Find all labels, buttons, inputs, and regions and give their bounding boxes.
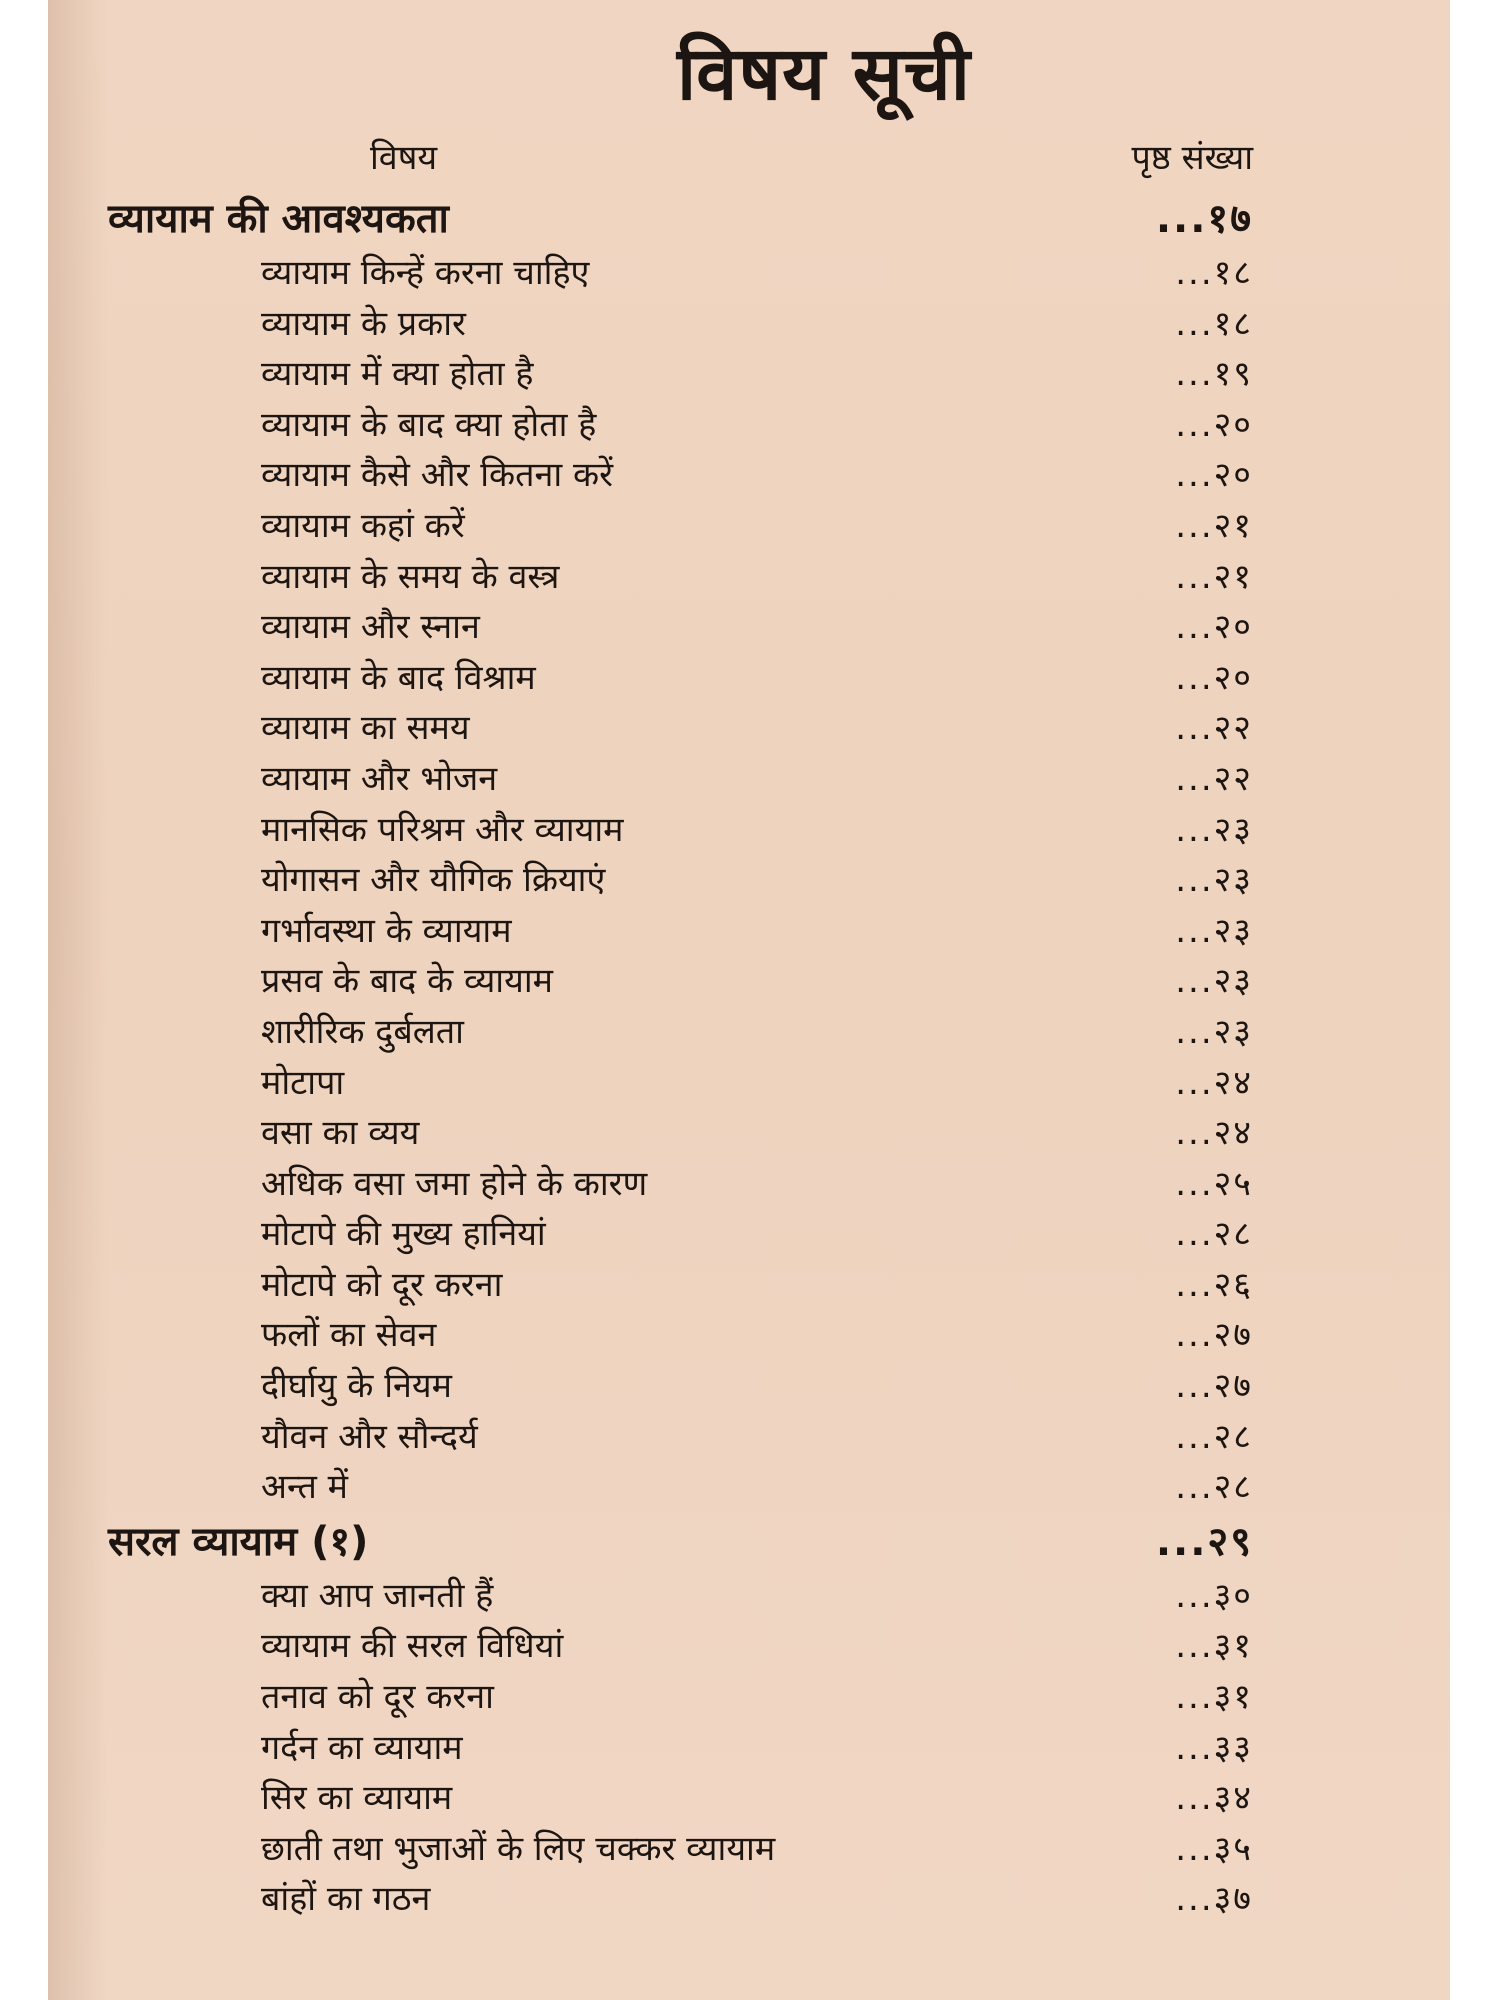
toc-entry-page: ...२०	[1175, 657, 1253, 698]
toc-entry	[48, 1874, 1450, 1925]
toc-entry-label: व्यायाम और भोजन	[261, 758, 498, 799]
toc-entry	[48, 1058, 1450, 1109]
toc-entry-label: योगासन और यौगिक क्रियाएं	[261, 860, 606, 901]
toc-entry-label: क्या आप जानती हैं	[261, 1575, 494, 1616]
toc-entry	[48, 1361, 1450, 1412]
toc-entry-label: व्यायाम का समय	[261, 708, 470, 749]
toc-entry-page: ...१८	[1175, 303, 1253, 344]
toc-entry-page: ...१९	[1175, 354, 1253, 395]
toc-entry-page: ...२१	[1175, 556, 1253, 597]
table-of-contents	[48, 190, 1450, 1925]
toc-entry-page: ...२८	[1175, 1467, 1253, 1508]
toc-entry-label: मोटापा	[261, 1062, 345, 1103]
toc-entry	[48, 1571, 1450, 1622]
toc-entry-label: मोटापे की मुख्य हानियां	[261, 1214, 546, 1255]
toc-entry	[48, 1672, 1450, 1723]
toc-entry-label: फलों का सेवन	[261, 1315, 437, 1356]
toc-entry-label: बांहों का गठन	[261, 1879, 431, 1920]
toc-entry	[48, 450, 1450, 501]
toc-entry	[48, 1773, 1450, 1824]
toc-entry-label: शारीरिक दुर्बलता	[261, 1011, 464, 1052]
toc-entry-label: अन्त में	[261, 1467, 348, 1508]
toc-entry	[48, 602, 1450, 653]
toc-entry	[48, 1824, 1450, 1875]
toc-entry	[48, 1462, 1450, 1513]
toc-heading-page: ...१७	[1155, 196, 1253, 242]
toc-entry-page: ...२६	[1175, 1264, 1253, 1305]
toc-entry-page: ...३१	[1175, 1626, 1253, 1667]
toc-entry	[48, 1108, 1450, 1159]
toc-entry-page: ...२१	[1175, 505, 1253, 546]
toc-entry-label: सिर का व्यायाम	[261, 1778, 453, 1819]
toc-entry	[48, 805, 1450, 856]
toc-entry-page: ...३०	[1175, 1575, 1253, 1616]
toc-entry-label: व्यायाम की सरल विधियां	[261, 1626, 564, 1667]
toc-entry-page: ...२८	[1175, 1214, 1253, 1255]
toc-entry	[48, 1209, 1450, 1260]
toc-entry-label: व्यायाम कहां करें	[261, 505, 465, 546]
toc-heading-label: व्यायाम की आवश्यकता	[108, 196, 449, 242]
toc-heading-page: ...२९	[1155, 1518, 1253, 1565]
toc-entry-label: तनाव को दूर करना	[261, 1677, 494, 1718]
toc-entry	[48, 906, 1450, 957]
toc-entry-page: ...२३	[1175, 860, 1253, 901]
toc-heading-label: सरल व्यायाम (१)	[108, 1518, 369, 1565]
toc-entry-label: व्यायाम कैसे और कितना करें	[261, 455, 614, 496]
toc-entry-label: व्यायाम के प्रकार	[261, 303, 466, 344]
book-page	[48, 0, 1450, 2000]
toc-entry-page: ...२३	[1175, 910, 1253, 951]
toc-entry	[48, 1159, 1450, 1210]
toc-entry-page: ...३४	[1175, 1778, 1253, 1819]
toc-entry	[48, 855, 1450, 906]
toc-entry	[48, 1260, 1450, 1311]
toc-entry-page: ...२४	[1175, 1062, 1253, 1103]
toc-entry-page: ...२०	[1175, 404, 1253, 445]
toc-entry	[48, 1412, 1450, 1463]
toc-entry-page: ...२४	[1175, 1113, 1253, 1154]
toc-entry-page: ...३३	[1175, 1727, 1253, 1768]
toc-entry-page: ...२३	[1175, 961, 1253, 1002]
toc-entry	[48, 1310, 1450, 1361]
toc-entry-page: ...२३	[1175, 1011, 1253, 1052]
toc-entry	[48, 956, 1450, 1007]
toc-entry-page: ...२७	[1175, 1366, 1253, 1407]
toc-entry-label: व्यायाम के समय के वस्त्र	[261, 556, 560, 597]
toc-entry	[48, 248, 1450, 299]
toc-entry-label: व्यायाम के बाद क्या होता है	[261, 404, 597, 445]
toc-entry-page: ...३१	[1175, 1677, 1253, 1718]
page-title: विषय सूची	[677, 31, 971, 117]
column-header-page: पृष्ठ संख्या	[1131, 138, 1253, 178]
toc-entry-label: मानसिक परिश्रम और व्यायाम	[261, 809, 624, 850]
toc-entry-page: ...२२	[1175, 758, 1253, 799]
toc-entry-page: ...३५	[1175, 1828, 1253, 1869]
toc-entry-label: गर्भावस्था के व्यायाम	[261, 910, 512, 951]
column-header-subject: विषय	[370, 138, 438, 178]
toc-entry	[48, 703, 1450, 754]
toc-entry-label: गर्दन का व्यायाम	[261, 1727, 463, 1768]
toc-entry-label: मोटापे को दूर करना	[261, 1264, 503, 1305]
toc-entry	[48, 299, 1450, 350]
toc-entry-label: व्यायाम में क्या होता है	[261, 354, 534, 395]
toc-entry-label: यौवन और सौन्दर्य	[261, 1416, 478, 1457]
toc-entry-page: ...१८	[1175, 253, 1253, 293]
toc-entry	[48, 1621, 1450, 1672]
toc-entry-label: प्रसव के बाद के व्यायाम	[261, 961, 553, 1002]
toc-entry	[48, 754, 1450, 805]
toc-entry-page: ...२०	[1175, 455, 1253, 496]
toc-entry-label: दीर्घायु के नियम	[261, 1366, 452, 1407]
toc-entry-page: ...२७	[1175, 1315, 1253, 1356]
toc-entry	[48, 501, 1450, 552]
toc-entry-label: व्यायाम और स्नान	[261, 607, 480, 648]
toc-entry	[48, 1007, 1450, 1058]
toc-entry-page: ...२३	[1175, 809, 1253, 850]
toc-entry-label: वसा का व्यय	[261, 1113, 420, 1154]
toc-entry-page: ...२५	[1175, 1163, 1253, 1204]
toc-entry-label: व्यायाम के बाद विश्राम	[261, 657, 536, 698]
toc-entry-page: ...२८	[1175, 1416, 1253, 1457]
toc-entry-label: छाती तथा भुजाओं के लिए चक्कर व्यायाम	[261, 1828, 776, 1869]
toc-section-heading	[48, 1513, 1450, 1571]
toc-entry-page: ...३७	[1175, 1879, 1253, 1920]
toc-entry-label: अधिक वसा जमा होने के कारण	[261, 1163, 648, 1204]
toc-entry	[48, 653, 1450, 704]
toc-entry	[48, 400, 1450, 451]
toc-entry-page: ...२०	[1175, 607, 1253, 648]
toc-entry-label: व्यायाम किन्हें करना चाहिए	[261, 253, 590, 293]
toc-entry	[48, 552, 1450, 603]
toc-entry	[48, 1723, 1450, 1774]
toc-entry-page: ...२२	[1175, 708, 1253, 749]
toc-entry	[48, 349, 1450, 400]
toc-section-heading	[48, 190, 1450, 248]
